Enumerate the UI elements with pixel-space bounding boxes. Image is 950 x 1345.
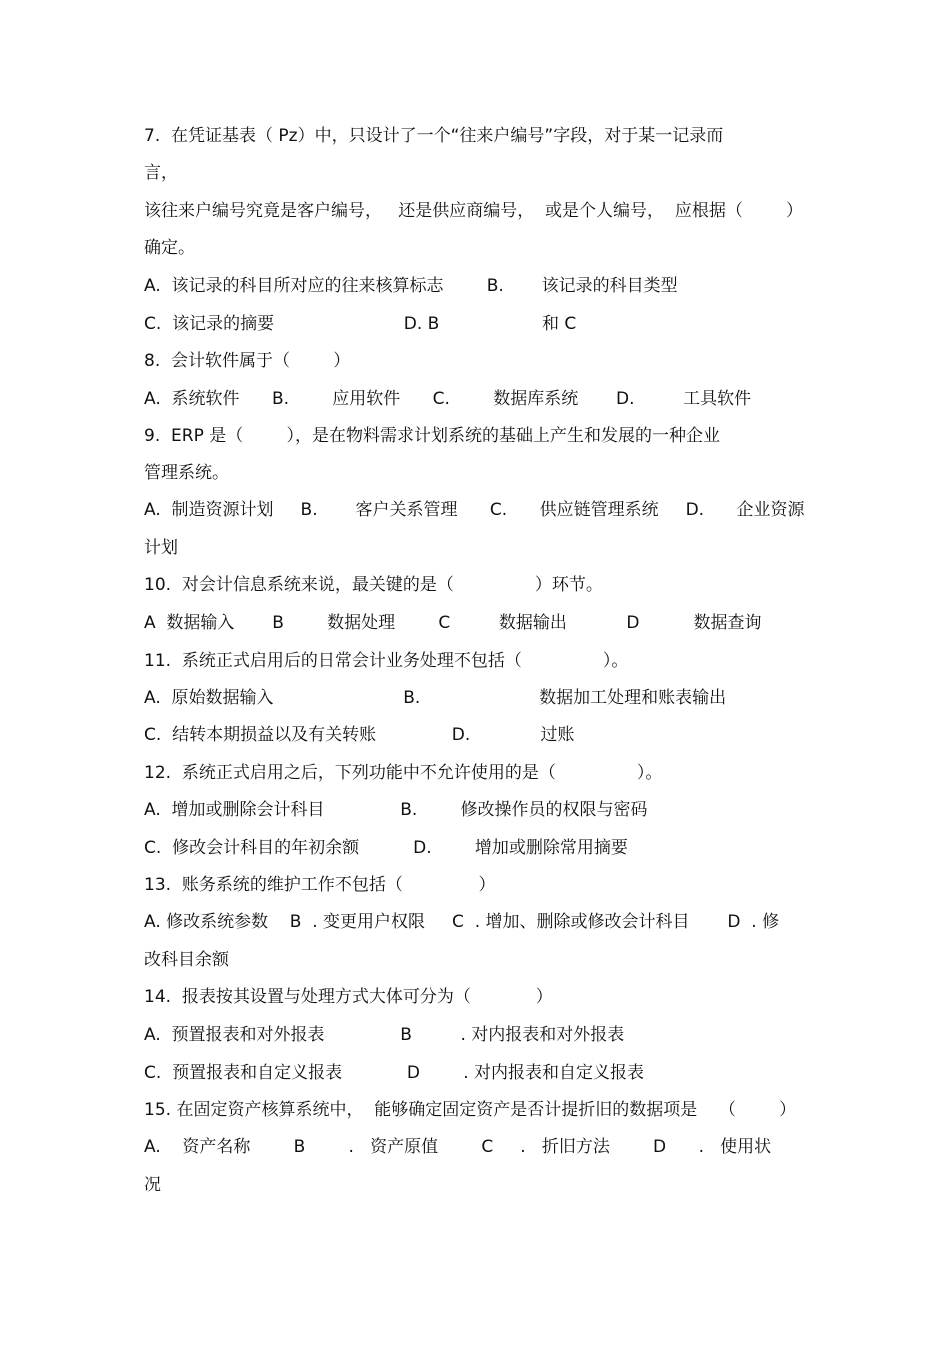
text-line: 9. ERP 是（ ），是在物料需求计划系统的基础上产生和发展的一种企业 [144, 426, 720, 446]
text-line: 7. 在凭证基表（ Pz）中，只设计了一个“往来户编号”字段，对于某一记录而 [144, 126, 724, 146]
text-line: 13. 账务系统的维护工作不包括（ ） [144, 875, 496, 895]
text-line: 言， [144, 163, 178, 183]
text-line: 12. 系统正式启用之后，下列功能中不允许使用的是（ ）。 [144, 763, 663, 783]
text-line: A. 系统软件 B. 应用软件 C. 数据库系统 D. 工具软件 [144, 389, 752, 409]
text-line: 计划 [144, 538, 178, 558]
text-line: 15. 在固定资产核算系统中， 能够确定固定资产是否计提折旧的数据项是 （ ） [144, 1100, 797, 1120]
text-line: 管理系统。 [144, 463, 229, 483]
text-line: A 数据输入 B 数据处理 C 数据输出 D 数据查询 [144, 613, 762, 633]
text-line: 该往来户编号究竟是客户编号， 还是供应商编号， 或是个人编号， 应根据（ ） [144, 201, 804, 221]
text-line: 8. 会计软件属于（ ） [144, 351, 351, 371]
text-line: C. 该记录的摘要 D. B 和 C [144, 314, 577, 334]
text-line: A. 资产名称 B . 资产原值 C . 折旧方法 D . 使用状 [144, 1137, 772, 1157]
text-line: A. 该记录的科目所对应的往来核算标志 B. 该记录的科目类型 [144, 276, 678, 296]
text-line: A. 预置报表和对外报表 B . 对内报表和对外报表 [144, 1025, 625, 1045]
text-line: A. 原始数据输入 B. 数据加工处理和账表输出 [144, 688, 727, 708]
text-line: 况 [144, 1175, 161, 1195]
text-line: C. 预置报表和自定义报表 D . 对内报表和自定义报表 [144, 1063, 645, 1083]
text-line: C. 修改会计科目的年初余额 D. 增加或删除常用摘要 [144, 838, 628, 858]
text-line: A. 制造资源计划 B. 客户关系管理 C. 供应链管理系统 D. 企业资源 [144, 500, 805, 520]
text-line: 10. 对会计信息系统来说，最关键的是（ ）环节。 [144, 575, 603, 595]
text-line: A. 修改系统参数 B . 变更用户权限 C . 增加、删除或修改会计科目 D . 修 [144, 912, 780, 932]
text-line: 11. 系统正式启用后的日常会计业务处理不包括（ ）。 [144, 651, 629, 671]
text-line: 14. 报表按其设置与处理方式大体可分为（ ） [144, 987, 553, 1007]
text-line: 确定。 [144, 238, 195, 258]
text-line: A. 增加或删除会计科目 B. 修改操作员的权限与密码 [144, 800, 648, 820]
text-line: C. 结转本期损益以及有关转账 D. 过账 [144, 725, 575, 745]
text-line: 改科目余额 [144, 950, 229, 970]
